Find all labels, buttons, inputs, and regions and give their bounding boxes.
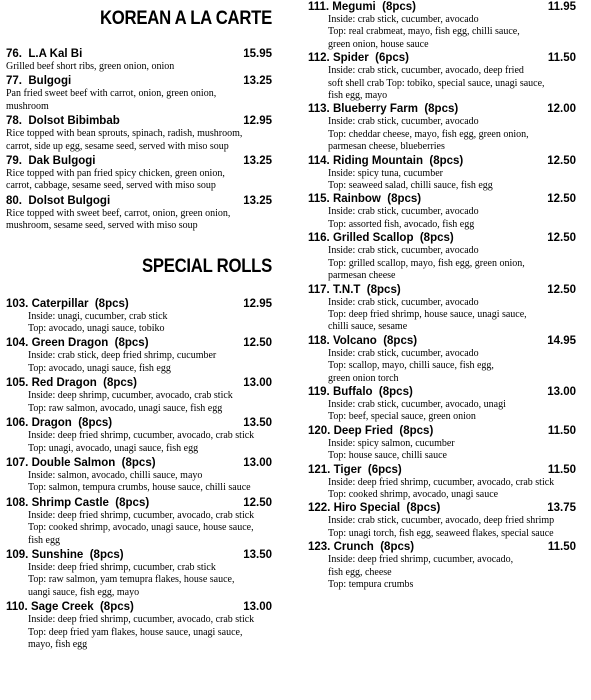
- menu-item-header: [308, 424, 576, 438]
- menu-item-description-line: Inside: crab stick, cucumber, avocado: [328, 116, 479, 128]
- menu-item-description-line: Top: assorted fish, avocado, fish egg: [328, 218, 475, 230]
- menu-item-header: [6, 496, 272, 510]
- menu-item-description-line: Top: scallop, mayo, chilli sauce, fish egg,: [328, 360, 494, 372]
- menu-item-name: 117. T.N.T (8pcs): [308, 283, 401, 296]
- menu-item-price: 15.95: [243, 48, 272, 60]
- menu-item-header: [6, 456, 272, 470]
- menu-item-header: [308, 283, 576, 297]
- menu-item-price: 12.50: [547, 283, 576, 296]
- special-rolls-right-list: [308, 0, 576, 591]
- menu-item-description-line: Top: raw salmon, avocado, unagi sauce, fish egg: [28, 402, 223, 414]
- menu-item-header: [6, 336, 272, 350]
- menu-item: [6, 456, 272, 495]
- menu-item-description-line: Top: salmon, tempura crumbs, house sauce, chilli sauce: [28, 482, 251, 494]
- menu-item-name: 78. Dolsot Bibimbab: [6, 115, 120, 128]
- menu-item-header: [6, 376, 272, 390]
- menu-item: [308, 102, 576, 153]
- menu-item-price: 12.50: [243, 496, 272, 509]
- menu-item-description-line: carrot, cabbage, sesame seed, served with miso soup: [6, 180, 216, 192]
- menu-item-description-line: chilli sauce, sesame: [328, 321, 408, 333]
- menu-item-name: 116. Grilled Scallop (8pcs): [308, 232, 454, 245]
- menu-item-header: [6, 154, 272, 168]
- menu-item-description-line: mayo, fish egg: [28, 638, 88, 650]
- menu-item-price: 13.25: [243, 75, 272, 88]
- menu-item-description-line: Rice topped with bean sprouts, spinach, radish, mushroom,: [6, 128, 243, 140]
- menu-item-price: 12.95: [243, 297, 272, 310]
- menu-item-name: 115. Rainbow (8pcs): [308, 193, 422, 206]
- korean-item-list: [6, 47, 272, 233]
- menu-item-description-line: Grilled beef short ribs, green onion, onion: [6, 61, 175, 72]
- menu-item-price: 13.50: [243, 417, 272, 430]
- menu-item-description-line: Top: avocado, unagi sauce, fish egg: [28, 362, 171, 374]
- menu-item-description-line: Inside: deep fried shrimp, cucumber, avocado,: [328, 554, 514, 566]
- menu-item-name: 110. Sage Creek (8pcs): [6, 601, 134, 614]
- menu-item-price: 11.50: [547, 463, 576, 476]
- menu-item-description-line: green onion torch: [328, 372, 399, 384]
- menu-item-header: [308, 192, 576, 206]
- menu-item-description-line: Top: seaweed salad, chilli sauce, fish egg: [328, 180, 493, 192]
- special-rolls-section-title: SPECIAL ROLLS: [141, 255, 272, 277]
- special-rolls-left-list: [6, 297, 272, 652]
- menu-item-name: 114. Riding Mountain (8pcs): [308, 154, 464, 167]
- left-column: [6, 0, 272, 652]
- menu-item-name: 103. Caterpillar (8pcs): [6, 297, 129, 310]
- menu-item-name: 79. Dak Bulgogi: [6, 155, 96, 168]
- menu-item-price: 12.50: [243, 337, 272, 350]
- menu-item-header: [6, 47, 272, 61]
- menu-item-header: [6, 297, 272, 311]
- menu-item-description-line: Rice topped with pan fried spicy chicken, green onion,: [6, 168, 225, 180]
- menu-item-description-line: Inside: deep fried shrimp, cucumber, avocado, crab stick: [328, 476, 555, 488]
- menu-item-description-line: green onion, house sauce: [328, 38, 429, 50]
- menu-item-header: [308, 463, 576, 477]
- menu-item-header: [6, 548, 272, 562]
- menu-item-description-line: Top: unagi, avocado, unagi sauce, fish egg: [28, 442, 199, 454]
- menu-item-description-line: Top: cooked shrimp, avocado, unagi sauce, house sauce,: [28, 522, 254, 534]
- menu-item-description-line: Pan fried sweet beef with carrot, onion, green onion,: [6, 88, 217, 100]
- menu-item-description-line: Inside: crab stick, cucumber, avocado, deep fried: [328, 65, 524, 77]
- menu-item: [6, 154, 272, 193]
- menu-item: [308, 501, 576, 540]
- menu-item: [308, 334, 576, 385]
- menu-item: [6, 376, 272, 415]
- menu-item-name: 122. Hiro Special (8pcs): [308, 502, 441, 515]
- menu-item-name: 111. Megumi (8pcs): [308, 1, 417, 13]
- menu-item-description-line: Top: deep fried yam flakes, house sauce, unagi sauce,: [28, 626, 243, 638]
- menu-item-header: [308, 0, 576, 14]
- menu-item-name: 107. Double Salmon (8pcs): [6, 456, 156, 469]
- menu-item: [308, 540, 576, 591]
- menu-item-description-line: Inside: crab stick, cucumber, avocado: [328, 14, 479, 25]
- menu-item-name: 76. L.A Kal Bi: [6, 48, 83, 60]
- menu-item-description-line: Top: grilled scallop, mayo, fish egg, green onion,: [328, 257, 525, 269]
- menu-item-price: 11.95: [547, 1, 576, 13]
- menu-item-description-line: uangi sauce, fish egg, mayo: [28, 586, 140, 598]
- menu-item-price: 11.50: [547, 52, 576, 65]
- menu-item-header: [6, 74, 272, 88]
- menu-item: [308, 463, 576, 502]
- menu-item: [6, 47, 272, 73]
- menu-item-price: 13.25: [243, 155, 272, 168]
- menu-item-description-line: Inside: crab stick, cucumber, avocado, deep fried shrimp: [328, 515, 555, 527]
- menu-item-description-line: Inside: spicy tuna, cucumber: [328, 167, 443, 179]
- menu-item-description-line: Inside: crab stick, cucumber, avocado, unagi: [328, 398, 506, 410]
- menu-item-description-line: Top: cooked shrimp, avocado, unagi sauce: [328, 488, 499, 500]
- menu-item-name: 120. Deep Fried (8pcs): [308, 424, 434, 437]
- menu-item-price: 12.00: [547, 103, 576, 116]
- menu-item-description-line: Top: unagi torch, fish egg, seaweed flakes, special sauce: [328, 527, 554, 539]
- menu-item-description-line: Top: raw salmon, yam temupra flakes, house sauce,: [28, 574, 235, 586]
- menu-item-price: 11.50: [547, 541, 576, 554]
- menu-item: [6, 548, 272, 599]
- menu-item-price: 13.00: [243, 601, 272, 614]
- menu-item-description-line: Inside: deep fried shrimp, cucumber, avocado, crab stick: [28, 614, 255, 626]
- menu-item-price: 14.95: [547, 334, 576, 347]
- menu-item-name: 109. Sunshine (8pcs): [6, 548, 124, 561]
- menu-item: [6, 74, 272, 113]
- menu-item-description-line: Inside: salmon, avocado, chilli sauce, mayo: [28, 469, 203, 481]
- menu-item-name: 108. Shrimp Castle (8pcs): [6, 496, 150, 509]
- menu-item-header: [308, 334, 576, 348]
- menu-item-price: 12.50: [547, 232, 576, 245]
- menu-item-description-line: Inside: crab stick, cucumber, avocado: [328, 296, 479, 308]
- menu-item: [308, 424, 576, 463]
- menu-item-description-line: Top: avocado, unagi sauce, tobiko: [28, 323, 165, 335]
- menu-item-name: 123. Crunch (8pcs): [308, 541, 415, 554]
- menu-item-description-line: Top: real crabmeat, mayo, fish egg, chilli sauce,: [328, 26, 520, 38]
- menu-item-description-line: fish egg, mayo: [328, 90, 388, 102]
- menu-item-description-line: Inside: deep shrimp, cucumber, avocado, crab stick: [28, 390, 233, 402]
- menu-item-description-line: parmesan cheese: [328, 270, 396, 282]
- menu-item-price: 13.00: [243, 377, 272, 390]
- menu-item-description-line: Inside: crab stick, cucumber, avocado: [328, 245, 479, 257]
- menu-item: [6, 416, 272, 455]
- menu-item-header: [308, 231, 576, 245]
- menu-item: [6, 114, 272, 153]
- menu-item: [308, 283, 576, 334]
- menu-item-description-line: Inside: crab stick, cucumber, avocado: [328, 206, 479, 218]
- menu-item: [308, 231, 576, 282]
- menu-item-header: [6, 114, 272, 128]
- menu-item-header: [308, 385, 576, 399]
- menu-item: [6, 297, 272, 336]
- menu-item-name: 118. Volcano (8pcs): [308, 334, 418, 347]
- menu-item-description-line: fish egg: [28, 534, 60, 546]
- menu-item-header: [308, 540, 576, 554]
- menu-item-description-line: mushroom, sesame seed, served with miso soup: [6, 220, 198, 232]
- menu-item-name: 119. Buffalo (8pcs): [308, 385, 413, 398]
- menu-item-description-line: soft shell crab Top: tobiko, special sauce, unagi sauce,: [328, 77, 545, 89]
- menu-item-description-line: fish egg, cheese: [328, 566, 392, 578]
- menu-item-description-line: Top: house sauce, chilli sauce: [328, 450, 447, 462]
- menu-item-description-line: mushroom: [6, 100, 49, 112]
- menu-item-price: 12.95: [243, 115, 272, 128]
- menu-item-price: 13.25: [243, 194, 272, 207]
- menu-item: [308, 154, 576, 193]
- menu-item-price: 11.50: [547, 424, 576, 437]
- menu-item-name: 121. Tiger (6pcs): [308, 463, 402, 476]
- menu-item-description-line: Rice topped with sweet beef, carrot, onion, green onion,: [6, 207, 231, 219]
- menu-item: [308, 0, 576, 51]
- menu-item-price: 13.50: [243, 548, 272, 561]
- menu-item-price: 13.75: [547, 502, 576, 515]
- menu-item-price: 13.00: [243, 456, 272, 469]
- menu-item-description-line: Top: tempura crumbs: [328, 579, 414, 590]
- menu-item-header: [308, 154, 576, 168]
- menu-item-description-line: Top: beef, special sauce, green onion: [328, 411, 476, 423]
- menu-item: [6, 194, 272, 233]
- menu-item-price: 12.50: [547, 193, 576, 206]
- menu-item: [308, 385, 576, 424]
- menu-item-header: [6, 194, 272, 208]
- menu-item: [308, 51, 576, 102]
- menu-item-description-line: Inside: deep fried shrimp, cucumber, crab stick: [28, 561, 216, 573]
- menu-item: [6, 600, 272, 651]
- menu-item-description-line: Inside: crab stick, cucumber, avocado: [328, 347, 479, 359]
- korean-section-title: KOREAN A LA CARTE: [100, 8, 272, 29]
- menu-item-header: [6, 416, 272, 430]
- menu-item-description-line: Inside: crab stick, deep fried shrimp, cucumber: [28, 350, 217, 362]
- menu-item-header: [308, 51, 576, 65]
- menu-item-header: [6, 600, 272, 614]
- menu-item-header: [308, 102, 576, 116]
- menu-item-description-line: carrot, side up egg, sesame seed, served with miso soup: [6, 140, 229, 152]
- menu-item-description-line: Top: cheddar cheese, mayo, fish egg, green onion,: [328, 128, 529, 140]
- menu-item-description-line: parmesan cheese, blueberries: [328, 141, 445, 153]
- menu-item-name: 105. Red Dragon (8pcs): [6, 377, 138, 390]
- menu-item-price: 12.50: [547, 154, 576, 167]
- menu-item: [6, 496, 272, 547]
- menu-item: [308, 192, 576, 231]
- menu-item-description-line: Inside: deep fried shrimp, cucumber, avocado, crab stick: [28, 430, 255, 442]
- menu-item-header: [308, 501, 576, 515]
- menu-item-name: 113. Blueberry Farm (8pcs): [308, 103, 459, 116]
- menu-item-name: 77. Bulgogi: [6, 75, 72, 88]
- menu-item-name: 104. Green Dragon (8pcs): [6, 337, 149, 350]
- menu-item-name: 112. Spider (6pcs): [308, 52, 409, 65]
- menu-item-description-line: Top: deep fried shrimp, house sauce, unagi sauce,: [328, 308, 527, 320]
- menu-item-description-line: Inside: spicy salmon, cucumber: [328, 437, 455, 449]
- menu-item-name: 106. Dragon (8pcs): [6, 417, 113, 430]
- menu-item-price: 13.00: [547, 385, 576, 398]
- menu-item: [6, 336, 272, 375]
- menu-item-description-line: Inside: unagi, cucumber, crab stick: [28, 310, 168, 322]
- right-column: [308, 0, 576, 591]
- menu-item-description-line: Inside: deep fried shrimp, cucumber, avocado, crab stick: [28, 509, 255, 521]
- menu-item-name: 80. Dolsot Bulgogi: [6, 194, 111, 207]
